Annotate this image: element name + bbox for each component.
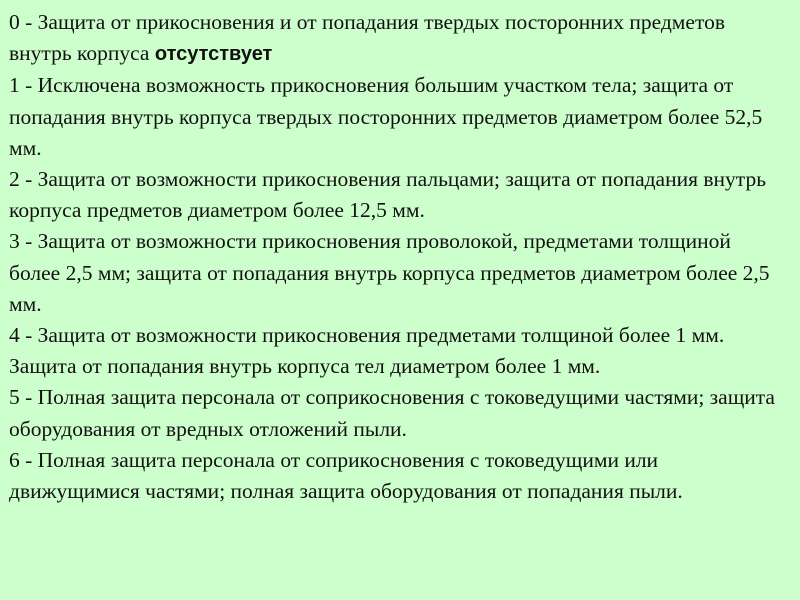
protection-level-4 <box>9 320 782 382</box>
level-emphasis: отсутствует <box>154 43 273 66</box>
level-description: - Защита от возможности прикосновения пальцами; защита от попадания внутрь корпуса предметов диаметром более 12,5 мм. <box>9 167 766 223</box>
level-description: - Защита от возможности прикосновения проволокой, предметами толщиной более 2,5 мм; защита от попадания внутрь корпуса предметов диаметром более 2,5 мм. <box>9 229 770 316</box>
level-number: 2 <box>9 167 20 192</box>
protection-level-6 <box>9 445 782 507</box>
protection-level-2 <box>9 164 782 226</box>
level-description: - Полная защита персонала от соприкосновения с токоведущими частями; защита оборудования от вредных отложений пыли. <box>9 385 775 441</box>
protection-level-5 <box>9 382 782 444</box>
level-number: 3 <box>9 229 20 254</box>
level-description: - Исключена возможность прикосновения большим участком тела; защита от попадания внутрь корпуса твердых посторонних предметов диаметром более 52,5 мм. <box>9 73 763 160</box>
level-number: 1 <box>9 73 20 98</box>
level-number: 0 <box>9 10 20 34</box>
level-number: 4 <box>9 323 20 348</box>
protection-level-3 <box>9 226 782 320</box>
protection-level-0 <box>9 7 782 70</box>
level-number: 5 <box>9 385 20 410</box>
level-description: - Полная защита персонала от соприкосновения с токоведущими или движущимися частями; полная защита оборудования от попадания пыли. <box>9 447 683 504</box>
level-number: 6 <box>9 447 20 472</box>
level-description: - Защита от возможности прикосновения предметами толщиной более 1 мм. Защита от попадания внутрь корпуса тел диаметром более 1 мм. <box>9 323 725 379</box>
protection-level-1 <box>9 70 782 164</box>
level-description: - Защита от прикосновения и от попадания твердых посторонних предметов внутрь корпуса <box>9 10 725 66</box>
